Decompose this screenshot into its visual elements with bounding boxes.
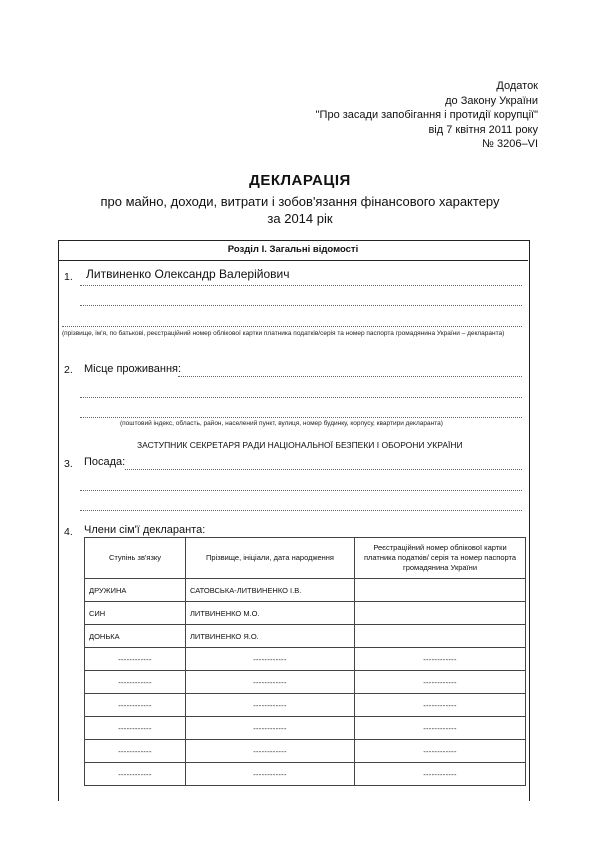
appendix-block <box>316 79 538 152</box>
relation-cell: ------------ <box>85 671 186 694</box>
tax-id-cell: ------------ <box>355 671 526 694</box>
name-cell: САТОВСЬКА-ЛИТВИНЕНКО І.В. <box>186 579 355 602</box>
tax-id-cell <box>355 579 526 602</box>
tax-id-cell: ------------ <box>355 648 526 671</box>
table-row <box>85 648 526 671</box>
item-1-line-1 <box>80 285 522 286</box>
family-table-header <box>85 538 526 579</box>
item-1-note: (прізвище, ім'я, по батькові, реєстраційний номер облікової картки платника податків/серія та номер паспорта громадянина України – декларанта) <box>62 330 505 337</box>
item-3-line-1 <box>125 469 522 470</box>
table-row <box>85 602 526 625</box>
name-cell: ------------ <box>186 648 355 671</box>
declarant-name: Литвиненко Олександр Валерійович <box>86 267 290 281</box>
name-cell: ------------ <box>186 717 355 740</box>
name-cell: ------------ <box>186 740 355 763</box>
appendix-line-3: "Про засади запобігання і протидії корупції" <box>315 109 538 121</box>
tax-id-cell: ------------ <box>355 694 526 717</box>
appendix-line-4: від 7 квітня 2011 року <box>428 123 538 136</box>
table-row <box>85 579 526 602</box>
relation-cell: СИН <box>85 602 186 625</box>
table-row <box>85 671 526 694</box>
item-1-line-3 <box>62 326 522 327</box>
tax-id-cell <box>355 602 526 625</box>
position-value: ЗАСТУПНИК СЕКРЕТАРЯ РАДИ НАЦІОНАЛЬНОЇ БЕЗПЕКИ І ОБОРОНИ УКРАЇНИ <box>137 440 463 450</box>
section-header: Розділ І. Загальні відомості <box>58 240 528 261</box>
tax-id-cell: ------------ <box>355 717 526 740</box>
name-cell: ЛИТВИНЕНКО Я.О. <box>186 625 355 648</box>
subtitle-line-2: за 2014 рік <box>267 211 333 226</box>
item-2-note: (поштовий індекс, область, район, населений пункт, вулиця, номер будинку, корпусу, квартири декларанта) <box>120 420 443 427</box>
appendix-line-2: до Закону України <box>445 94 538 107</box>
name-cell: ЛИТВИНЕНКО М.О. <box>186 602 355 625</box>
tax-id-cell: ------------ <box>355 763 526 786</box>
item-3-number: 3. <box>64 458 73 470</box>
header-tax-id: Реєстраційний номер облікової картки платника податків/ серія та номер паспорта громадянина України <box>355 538 526 579</box>
header-relation: Ступінь зв'язку <box>85 538 186 579</box>
document-subtitle <box>0 193 600 227</box>
relation-cell: ------------ <box>85 717 186 740</box>
item-2-line-2 <box>80 397 522 398</box>
item-4-label: Члени сім'ї декларанта: <box>84 524 206 536</box>
item-1-line-2 <box>80 305 522 306</box>
item-3-line-2 <box>80 490 522 491</box>
header-name: Прізвище, ініціали, дата народження <box>186 538 355 579</box>
relation-cell: ДОНЬКА <box>85 625 186 648</box>
relation-cell: ДРУЖИНА <box>85 579 186 602</box>
family-members-table <box>84 537 526 786</box>
table-row <box>85 625 526 648</box>
item-2-label: Місце проживання: <box>84 363 182 375</box>
item-1-number: 1. <box>64 271 73 283</box>
relation-cell: ------------ <box>85 648 186 671</box>
tax-id-cell: ------------ <box>355 740 526 763</box>
item-2-number: 2. <box>64 364 73 376</box>
relation-cell: ------------ <box>85 740 186 763</box>
name-cell: ------------ <box>186 671 355 694</box>
table-row <box>85 717 526 740</box>
item-2-line-1 <box>178 376 522 377</box>
item-2-line-3 <box>80 417 522 418</box>
table-row <box>85 740 526 763</box>
appendix-line-5: № 3206–VI <box>482 138 538 150</box>
relation-cell: ------------ <box>85 694 186 717</box>
table-row <box>85 694 526 717</box>
subtitle-line-1: про майно, доходи, витрати і зобов'язання фінансового характеру <box>100 194 500 209</box>
tax-id-cell <box>355 625 526 648</box>
item-3-line-3 <box>80 510 522 511</box>
name-cell: ------------ <box>186 694 355 717</box>
relation-cell: ------------ <box>85 763 186 786</box>
table-row <box>85 763 526 786</box>
name-cell: ------------ <box>186 763 355 786</box>
appendix-line-1: Додаток <box>496 80 538 92</box>
item-3-label: Посада: <box>84 456 126 468</box>
document-title: ДЕКЛАРАЦІЯ <box>249 172 351 189</box>
item-4-number: 4. <box>64 526 73 538</box>
